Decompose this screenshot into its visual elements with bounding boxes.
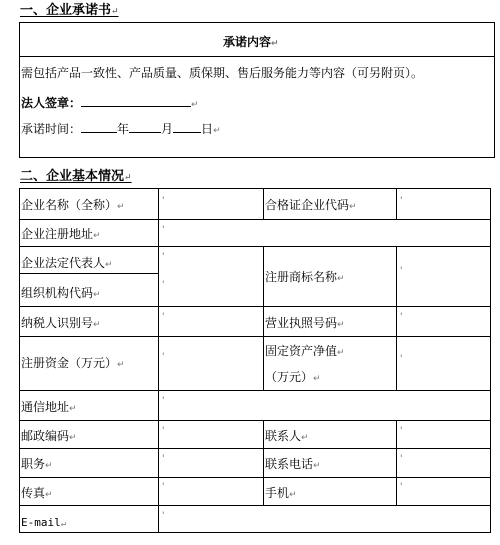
value-email[interactable]: ': [162, 511, 165, 521]
section1-title: 一、企业承诺书↵: [20, 3, 119, 18]
signature-blank[interactable]: [81, 94, 191, 107]
value-mail-address[interactable]: ': [162, 396, 165, 406]
label-mail-address: 通信地址↵: [21, 400, 77, 414]
col-line-2b: [263, 246, 264, 390]
value-license-no[interactable]: ': [400, 312, 403, 322]
value-taxpayer-id[interactable]: ': [162, 312, 165, 322]
year-blank[interactable]: [81, 120, 117, 133]
label-position: 职务↵: [21, 457, 53, 471]
value-fixed-assets[interactable]: ': [400, 354, 403, 364]
col-line-3a: [396, 188, 397, 219]
commitment-content: 需包括产品一致性、产品质量、质保期、售后服务能力等内容（可另附页）。: [21, 66, 424, 80]
label-fixed-assets: 固定资产净值↵: [265, 344, 345, 358]
label-postal-code: 邮政编码↵: [21, 429, 77, 443]
label-trademark: 注册商标名称↵: [265, 270, 345, 284]
label-mobile: 手机↵: [265, 486, 297, 500]
label-fax: 传真↵: [21, 486, 53, 500]
label-email: E-mail↵: [21, 516, 67, 529]
label-reg-capital: 注册资金（万元）↵: [21, 356, 125, 370]
signature-label: 法人签章：: [21, 96, 82, 110]
day-blank[interactable]: [173, 120, 201, 133]
value-company-name[interactable]: ': [162, 196, 165, 206]
row-line-4: [19, 306, 491, 307]
row-line-5: [19, 336, 491, 337]
col-line-2a: [263, 188, 264, 219]
row-line-9: [19, 477, 491, 478]
signature-line: 法人签章： ↵: [21, 96, 199, 110]
date-line: 承诺时间： 年 月 日↵: [21, 122, 221, 136]
value-org-code[interactable]: ': [162, 280, 165, 290]
row-line-1: [19, 219, 491, 220]
row-line-10: [19, 505, 491, 506]
value-reg-capital[interactable]: ': [162, 352, 165, 362]
value-phone[interactable]: ': [400, 454, 403, 464]
value-legal-rep[interactable]: ': [162, 252, 165, 262]
row-line-3a: [19, 273, 158, 274]
section2-title: 二、企业基本情况↵: [20, 169, 132, 184]
month-blank[interactable]: [129, 120, 161, 133]
col-line-3b: [396, 246, 397, 390]
col-line-1: [158, 188, 159, 533]
label-fixed-assets-unit: （万元）↵: [265, 370, 321, 384]
value-contact[interactable]: ': [400, 426, 403, 436]
col-line-3c: [396, 420, 397, 505]
label-phone: 联系电话↵: [265, 457, 321, 471]
value-position[interactable]: ': [162, 454, 165, 464]
label-contact: 联系人↵: [265, 429, 309, 443]
value-trademark[interactable]: ': [400, 266, 403, 276]
date-label: 承诺时间：: [21, 122, 82, 136]
row-line-7: [19, 420, 491, 421]
value-mobile[interactable]: ': [400, 482, 403, 492]
commitment-header: 承诺内容↵: [223, 35, 279, 49]
value-fax[interactable]: ': [162, 482, 165, 492]
row-line-2: [19, 246, 491, 247]
label-cert-code: 合格证企业代码↵: [265, 198, 357, 212]
label-reg-address: 企业注册地址↵: [21, 227, 101, 241]
label-legal-rep: 企业法定代表人↵: [21, 256, 113, 270]
label-taxpayer-id: 纳税人识别号↵: [21, 316, 101, 330]
commitment-header-divider: [19, 56, 495, 57]
label-org-code: 组织机构代码↵: [21, 286, 101, 300]
row-line-8: [19, 448, 491, 449]
value-cert-code[interactable]: ': [400, 196, 403, 206]
value-postal-code[interactable]: ': [162, 426, 165, 436]
label-company-name: 企业名称（全称）↵: [21, 198, 125, 212]
col-line-2c: [263, 420, 264, 505]
value-reg-address[interactable]: ': [162, 225, 165, 235]
row-line-6: [19, 390, 491, 391]
label-license-no: 营业执照号码↵: [265, 316, 345, 330]
